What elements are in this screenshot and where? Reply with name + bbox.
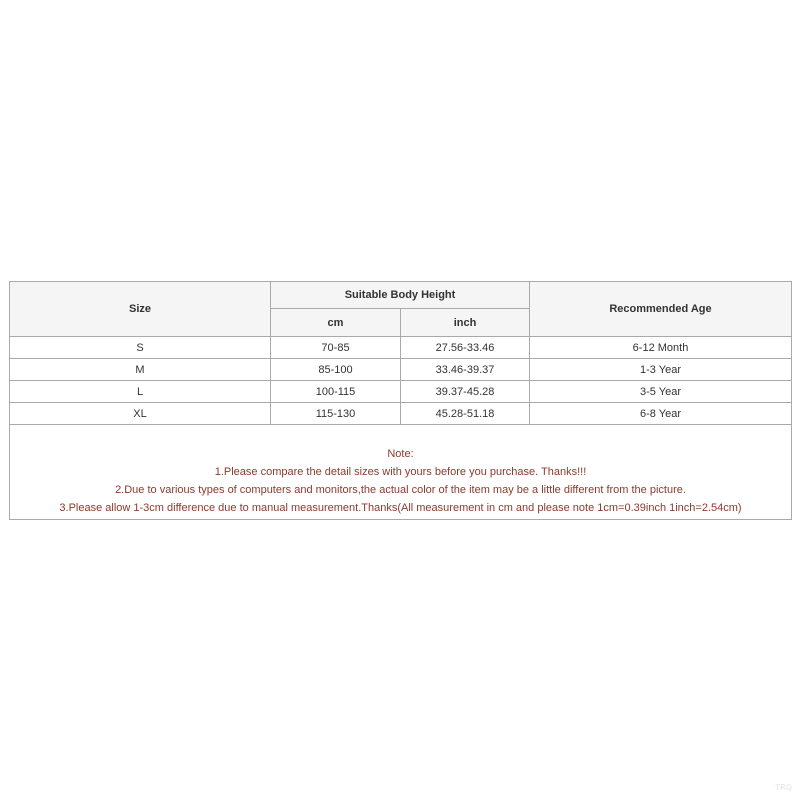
header-recommended-age: Recommended Age: [530, 282, 792, 337]
table-row: [10, 337, 792, 359]
cell-size: XL: [10, 403, 271, 425]
note-title: Note:: [387, 448, 414, 460]
header-size: Size: [10, 282, 271, 337]
cell-inch: 45.28-51.18: [401, 403, 530, 425]
note-line-1: 1.Please compare the detail sizes with yours before you purchase. Thanks!!!: [214, 466, 587, 478]
cell-cm: 115-130: [271, 403, 401, 425]
cell-size: S: [10, 337, 271, 359]
cell-cm: 85-100: [271, 359, 401, 381]
note-line-3: 3.Please allow 1-3cm difference due to manual measurement.Thanks(All measurement in cm and please note 1cm=0.39inch 1inch=2.54cm): [59, 502, 742, 514]
header-inch: inch: [401, 309, 530, 337]
cell-size: M: [10, 359, 271, 381]
note-row: [10, 425, 792, 520]
cell-age: 1-3 Year: [530, 359, 792, 381]
header-body-height: Suitable Body Height: [271, 282, 530, 309]
cell-cm: 70-85: [271, 337, 401, 359]
cell-age: 6-12 Month: [530, 337, 792, 359]
cell-inch: 33.46-39.37: [401, 359, 530, 381]
table-row: [10, 381, 792, 403]
cell-cm: 100-115: [271, 381, 401, 403]
cell-size: L: [10, 381, 271, 403]
header-cm: cm: [271, 309, 401, 337]
note-line-2: 2.Due to various types of computers and monitors,the actual color of the item may be a little different from the picture.: [115, 484, 686, 496]
table-row: [10, 359, 792, 381]
cell-age: 6-8 Year: [530, 403, 792, 425]
table-row: [10, 403, 792, 425]
note-block: [10, 425, 792, 520]
watermark: TRQ: [775, 783, 792, 792]
size-chart-table: [9, 281, 792, 520]
cell-age: 3-5 Year: [530, 381, 792, 403]
cell-inch: 27.56-33.46: [401, 337, 530, 359]
header-row-top: [10, 282, 792, 309]
cell-inch: 39.37-45.28: [401, 381, 530, 403]
